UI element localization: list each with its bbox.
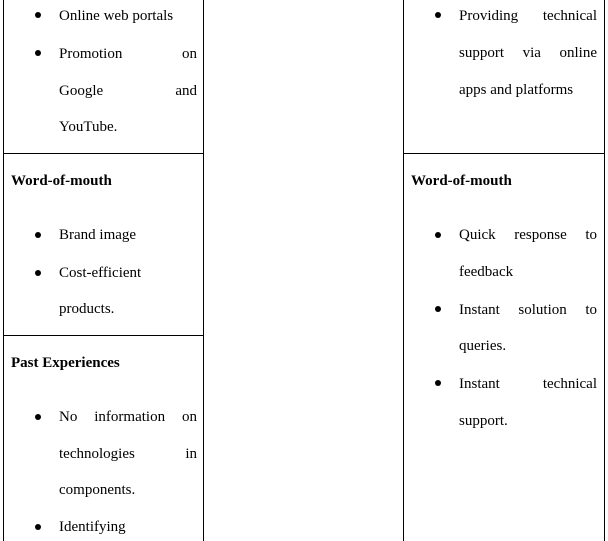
list-item-text: on [182, 46, 197, 62]
list-item-text: Instant [459, 302, 500, 318]
list-item-text: via [522, 45, 541, 61]
bullet-icon [35, 232, 41, 238]
list-item-text: to [585, 227, 597, 243]
list-item-text: queries. [459, 338, 507, 354]
list-item-text: Cost-efficient [59, 265, 142, 281]
list-item-text: Identifying [59, 519, 126, 535]
list-item-text: information [94, 409, 166, 425]
section-heading: Word-of-mouth [411, 173, 512, 189]
list-item-text: to [585, 302, 597, 318]
bullet-icon [35, 414, 41, 420]
list-item-text: Google [59, 83, 104, 99]
table-border-right [604, 0, 605, 541]
bullet-icon [35, 50, 41, 56]
left-cell-1 [4, 0, 203, 153]
middle-cell [204, 0, 403, 541]
list-item-text: in [185, 446, 197, 462]
bullet-icon [435, 380, 441, 386]
section-heading: Word-of-mouth [11, 173, 112, 189]
bullet-icon [35, 12, 41, 18]
list-item-text: Promotion [59, 46, 123, 62]
list-item-text: solution [518, 302, 567, 318]
right-cell-2 [404, 154, 604, 541]
list-item-text: components. [59, 482, 136, 498]
list-item-text: Instant [459, 376, 500, 392]
list-item-text: response [514, 227, 567, 243]
bullet-icon [35, 524, 41, 530]
left-cell-2 [4, 154, 203, 335]
list-item-text: support. [459, 413, 508, 429]
list-item-text: and [175, 83, 197, 99]
right-cell-1 [404, 0, 604, 153]
bullet-icon [35, 270, 41, 276]
bullet-icon [435, 306, 441, 312]
list-item-text: apps and platforms [459, 82, 574, 98]
list-item-text: products. [59, 301, 115, 317]
list-item-text: technologies [59, 446, 135, 462]
list-item-text: No [59, 409, 78, 425]
list-item-text: Providing [459, 8, 519, 24]
list-item-text: Online web portals [59, 8, 174, 24]
list-item-text: Quick [459, 227, 496, 243]
list-item-text: online [559, 45, 597, 61]
bullet-icon [435, 232, 441, 238]
list-item-text: technical [542, 376, 597, 392]
list-item-text: feedback [459, 264, 514, 280]
list-item-text: YouTube. [59, 119, 118, 135]
left-cell-3 [4, 336, 203, 541]
section-heading: Past Experiences [11, 355, 120, 371]
list-item-text: support [459, 45, 504, 61]
bullet-icon [435, 12, 441, 18]
list-item-text: Brand image [59, 227, 137, 243]
list-item-text: on [181, 409, 197, 425]
list-item-text: technical [542, 8, 597, 24]
